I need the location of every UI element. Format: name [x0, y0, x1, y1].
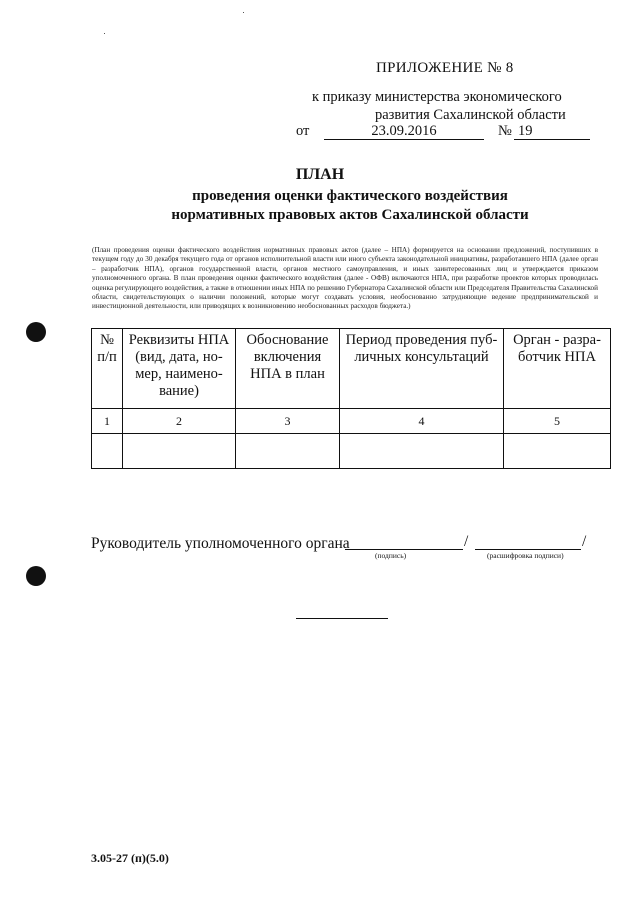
signature-line[interactable] — [345, 549, 463, 550]
header-line: Период проведения пуб- — [345, 332, 498, 348]
signature-slash: / — [464, 533, 469, 550]
header-cell-justification — [236, 329, 340, 409]
table-number-row — [92, 409, 611, 434]
header-line: п/п — [97, 349, 117, 365]
column-number: 4 — [340, 409, 504, 434]
header-line: включения — [253, 349, 322, 365]
table-cell[interactable] — [123, 434, 236, 469]
column-number: 1 — [92, 409, 123, 434]
column-number: 5 — [504, 409, 611, 434]
column-number: 3 — [236, 409, 340, 434]
order-number-label: № — [498, 123, 512, 139]
column-number: 2 — [123, 409, 236, 434]
scan-speck — [104, 33, 105, 34]
document-title: ПЛАН — [295, 166, 345, 183]
order-from-label: от — [296, 123, 310, 139]
explanatory-note: (План проведения оценки фактического воздействия нормативных правовых актов (далее – НПА) формируется на основании предложений, поступивших в текущем году до 30 декабря текущего года от органов исполнительной власти или иного субъекта законодательной инициативы, разработавшего НПА (далее орган – разработчик НПА), органов государственной власти, органов местного самоуправления, и иных заинтересованных лиц и утверждается приказом уполномоченного органа. В план проведения оценки фактического воздействия (далее - ОФВ) включаются НПА, при разработке проектов которых проводилась оценка регулирующего воздействия, а также в отношении иных НПА по решению Губернатора Сахалинской области или Председателя Правительства Сахалинской области, свидетельствующих о наличии положений, которые могут создавать условия, необоснованно затрудняющие ведение предпринимательской и инвестиционной деятельности, или приводящих к возникновению необоснованных расходов бюджета.) — [92, 246, 598, 311]
header-line: вание) — [159, 383, 199, 399]
table-cell[interactable] — [504, 434, 611, 469]
table-cell[interactable] — [236, 434, 340, 469]
appendix-label: ПРИЛОЖЕНИЕ № 8 — [376, 60, 514, 76]
signature-decoding-line[interactable] — [475, 549, 581, 550]
table-cell[interactable] — [92, 434, 123, 469]
header-line: (вид, дата, но- — [135, 349, 223, 365]
header-line: Реквизиты НПА — [128, 332, 230, 348]
header-line: ботчик НПА — [518, 349, 596, 365]
header-line: НПА в план — [250, 366, 325, 382]
scan-speck — [243, 12, 244, 13]
header-line: Орган - разра- — [513, 332, 601, 348]
header-cell-developer-body — [504, 329, 611, 409]
header-line: личных консультаций — [354, 349, 489, 365]
order-date-number — [296, 123, 596, 141]
form-code: 3.05-27 (п)(5.0) — [91, 851, 169, 865]
signature-decoding-caption: (расшифровка подписи) — [487, 551, 564, 560]
table-row — [92, 434, 611, 469]
order-reference-line2: развития Сахалинской области — [375, 107, 566, 123]
signature-label: Руководитель уполномоченного органа — [91, 535, 350, 552]
header-cell-consultation-period — [340, 329, 504, 409]
header-cell-requisites — [123, 329, 236, 409]
signature-caption: (подпись) — [375, 551, 407, 560]
table-header-row — [92, 329, 611, 409]
header-line: Обоснование — [246, 332, 329, 348]
plan-table — [91, 328, 611, 469]
order-reference-line1: к приказу министерства экономического — [312, 89, 562, 105]
document-end-line — [296, 618, 388, 619]
document-subtitle-line2: нормативных правовых актов Сахалинской области — [171, 207, 529, 223]
punch-hole-top — [26, 322, 46, 342]
signature-slash: / — [582, 533, 587, 550]
order-number: 19 — [514, 123, 590, 140]
document-subtitle-line1: проведения оценки фактического воздействия — [192, 188, 508, 204]
table-cell[interactable] — [340, 434, 504, 469]
header-line: мер, наимено- — [135, 366, 223, 382]
order-date: 23.09.2016 — [324, 123, 484, 140]
header-cell-number — [92, 329, 123, 409]
punch-hole-bottom — [26, 566, 46, 586]
header-line: № — [100, 332, 114, 348]
